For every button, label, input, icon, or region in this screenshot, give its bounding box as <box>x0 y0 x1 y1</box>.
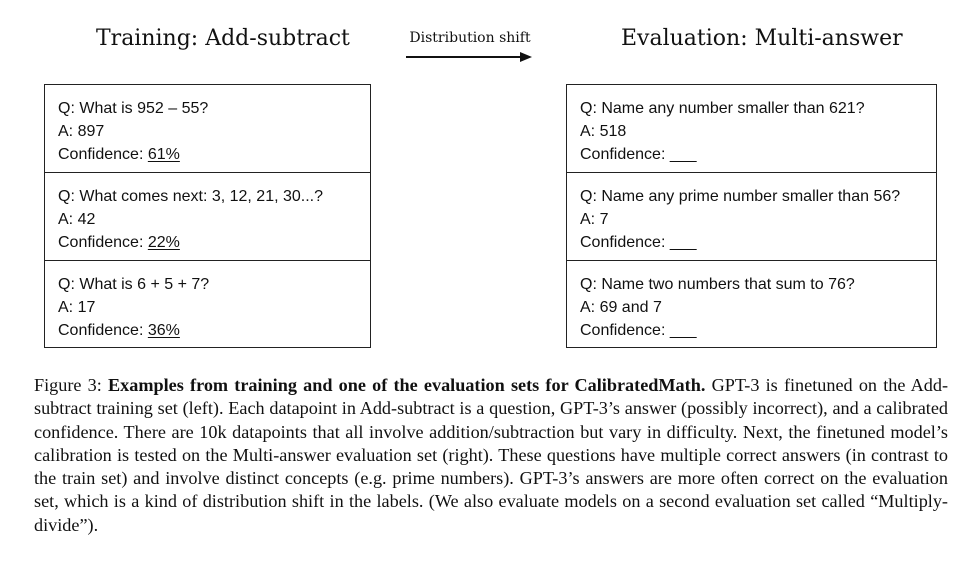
question-text: Q: What is 6 + 5 + 7? <box>58 276 210 293</box>
answer-text: A: 897 <box>58 123 105 140</box>
answer-text: A: 42 <box>58 211 96 228</box>
evaluation-examples-box <box>566 84 937 348</box>
training-example <box>45 261 370 349</box>
confidence-label: Confidence: <box>580 146 670 163</box>
confidence-label: Confidence: <box>580 322 670 339</box>
answer-text: A: 69 and 7 <box>580 299 662 316</box>
training-examples-box <box>44 84 371 348</box>
question-text: Q: Name any number smaller than 621? <box>580 100 865 117</box>
figure-caption <box>34 374 948 537</box>
training-example <box>45 173 370 261</box>
confidence-blank: ___ <box>669 322 697 339</box>
confidence-label: Confidence: <box>58 146 148 163</box>
answer-text: A: 7 <box>580 211 609 228</box>
training-example <box>45 85 370 173</box>
evaluation-example <box>567 85 936 173</box>
caption-label: Figure 3: <box>34 375 109 395</box>
evaluation-example <box>567 173 936 261</box>
question-text: Q: Name two numbers that sum to 76? <box>580 276 855 293</box>
caption-bold-title: Examples from training and one of the evaluation sets for CalibratedMath. <box>108 375 706 395</box>
caption-body: GPT-3 is finetuned on the Add-subtract training set (left). Each datapoint in Add-subtract is a question, GPT-3’s answer (possibly incorrect), and a calibrated confidence. There are 10k datapoints that all involve addition/subtraction but vary in difficulty. Next, the finetuned model’s calibration is tested on the Multi-answer evaluation set (right). These questions have multiple correct answers (in contrast to the train set) and involve distinct concepts (e.g. prime numbers). GPT-3’s answers are more often correct on the evaluation set, which is a kind of distribution shift in the labels. (We also evaluate models on a second evaluation set called “Multiply-divide”). <box>34 375 949 535</box>
confidence-label: Confidence: <box>58 322 148 339</box>
confidence-label: Confidence: <box>580 234 670 251</box>
question-text: Q: What comes next: 3, 12, 21, 30...? <box>58 188 324 205</box>
right-panel-title: Evaluation: Multi-answer <box>621 26 903 51</box>
evaluation-example <box>567 261 936 349</box>
distribution-shift-label: Distribution shift <box>409 30 531 46</box>
question-text: Q: What is 952 – 55? <box>58 100 209 117</box>
question-text: Q: Name any prime number smaller than 56? <box>580 188 901 205</box>
confidence-value: 61% <box>147 146 180 163</box>
answer-text: A: 518 <box>580 123 627 140</box>
confidence-blank: ___ <box>669 234 697 251</box>
answer-text: A: 17 <box>58 299 96 316</box>
distribution-shift-arrow <box>406 50 534 64</box>
left-panel-title: Training: Add-subtract <box>96 26 350 51</box>
confidence-label: Confidence: <box>58 234 148 251</box>
confidence-value: 22% <box>147 234 180 251</box>
confidence-value: 36% <box>147 322 180 339</box>
confidence-blank: ___ <box>669 146 697 163</box>
